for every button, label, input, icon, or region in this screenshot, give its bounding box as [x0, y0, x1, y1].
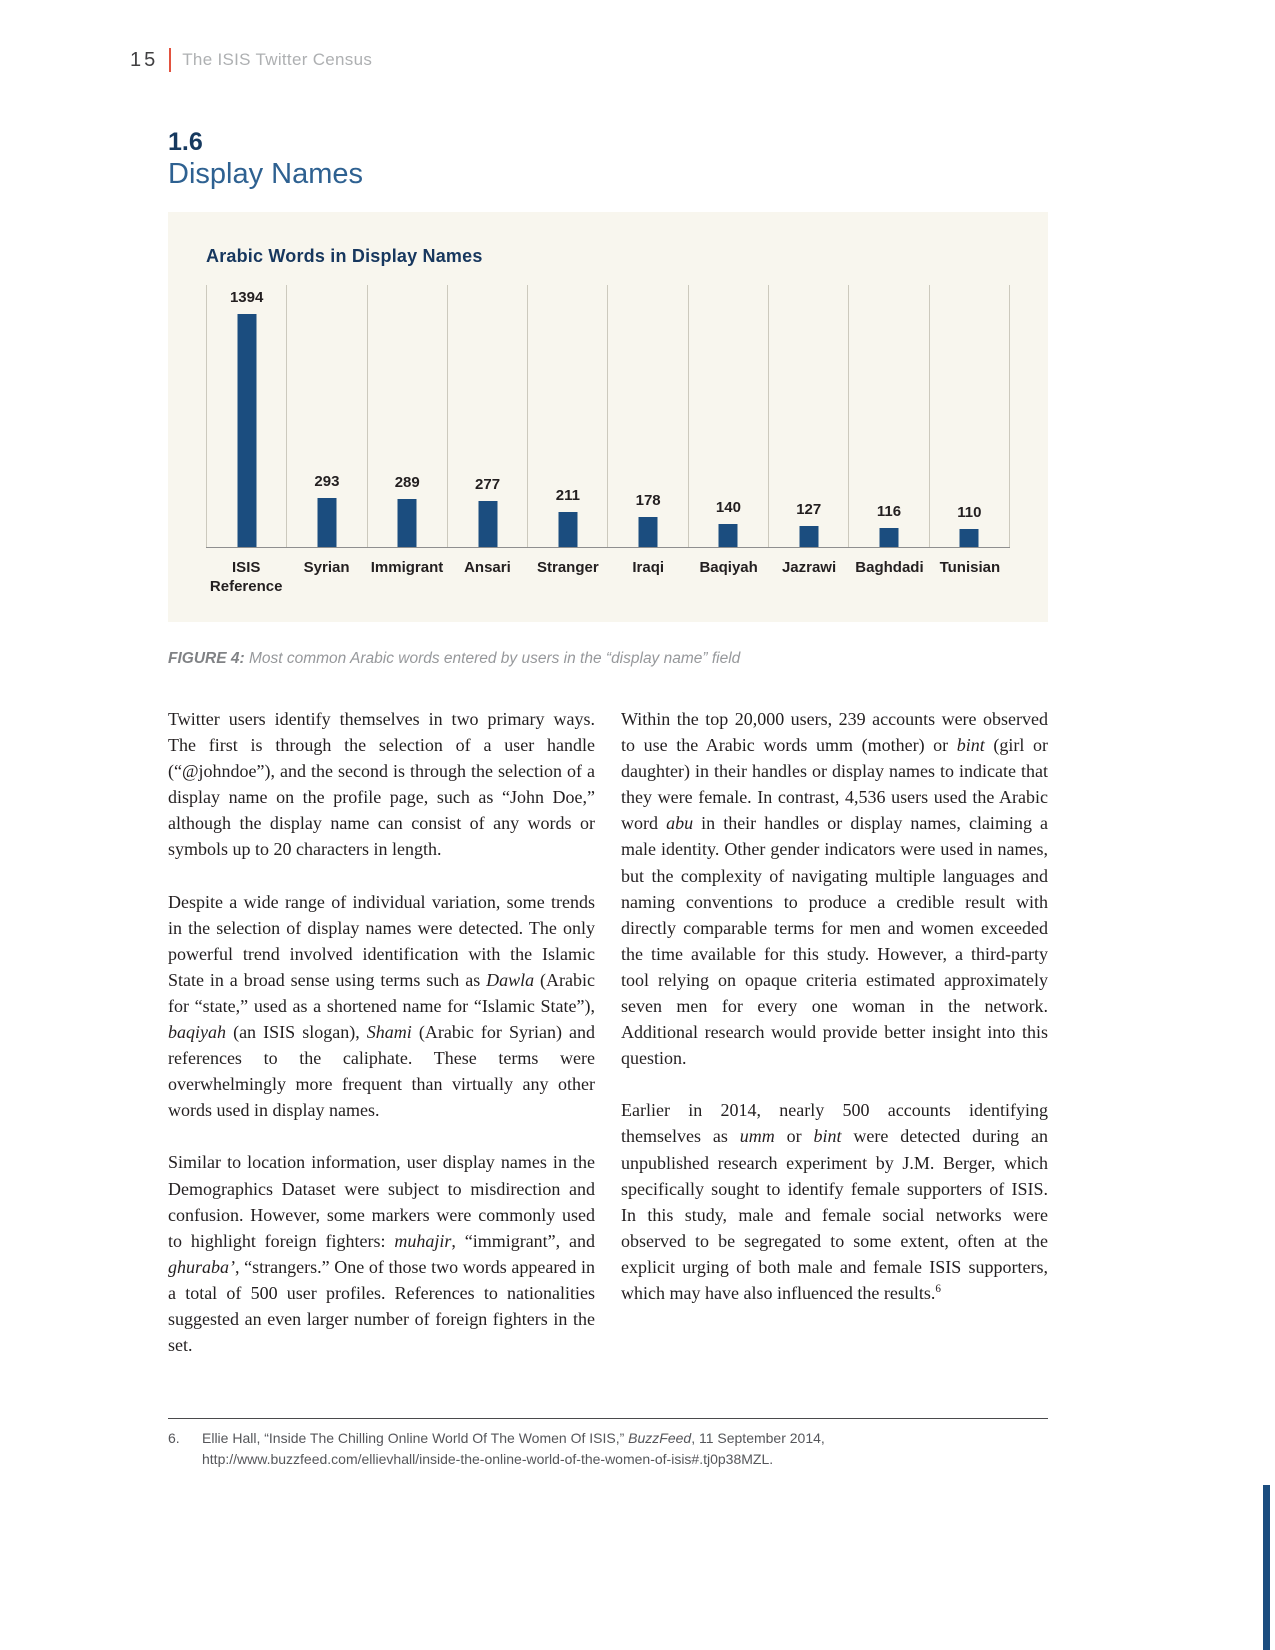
bar-isis-reference — [237, 314, 256, 547]
page-header — [130, 48, 372, 72]
chart-column-isis-reference — [206, 285, 286, 547]
italic-term: ghuraba’ — [168, 1256, 235, 1277]
bar-baghdadi — [880, 528, 899, 547]
category-label-syrian: Syrian — [303, 559, 350, 576]
text-run: Earlier in 2014, nearly 500 accounts identifying themselves as — [621, 1100, 1048, 1147]
category-label-tunisian: Tunisian — [939, 559, 1001, 576]
category-label-baqiyah: Baqiyah — [699, 559, 758, 576]
figure-caption-text: Most common Arabic words entered by users in the “display name” field — [244, 650, 741, 667]
bar-value-label-baqiyah: 140 — [715, 499, 741, 516]
chart-column-immigrant — [367, 285, 447, 547]
italic-term: bint — [813, 1126, 842, 1147]
italic-term: Shami — [366, 1022, 412, 1043]
page-edge-accent-bar — [1263, 1485, 1270, 1650]
body-paragraph — [621, 1097, 1048, 1306]
body-paragraph — [168, 889, 595, 1124]
left-column — [168, 706, 595, 1384]
category-label-baghdadi: Baghdadi — [855, 559, 924, 576]
bar-chart-plot-area — [206, 285, 1010, 548]
category-label-isis-reference: ISIS Reference — [209, 559, 283, 595]
bar-tunisian — [960, 529, 979, 547]
body-paragraph — [168, 1149, 595, 1358]
chart-column-jazrawi — [768, 285, 848, 547]
figure-4-chart-panel — [168, 212, 1048, 622]
bar-value-label-syrian: 293 — [314, 473, 340, 490]
section-title: Display Names — [168, 157, 363, 190]
text-run: , “strangers.” One of those two words appeared in a total of 500 user profiles. References to nationalities suggested an even larger number of foreign fighters in the set. — [168, 1256, 595, 1356]
text-run: Similar to location information, user display names in the Demographics Dataset were subject to misdirection and confusion. However, some markers were commonly used to highlight foreign fighters: — [168, 1152, 595, 1251]
text-run: (Arabic for Syrian) and references to the caliphate. These terms were overwhelmingly more frequent than virtually any other words used in display names. — [168, 1022, 596, 1121]
footnote-reference: 6 — [935, 1282, 941, 1295]
italic-term: Dawla — [486, 969, 535, 990]
figure-label: FIGURE 4: — [168, 650, 245, 667]
text-run: Despite a wide range of individual variation, some trends in the selection of display names were detected. The only powerful trend involved identification with the Islamic State in a broad sense using terms such as — [168, 891, 595, 990]
bar-value-label-isis-reference: 1394 — [229, 289, 264, 306]
text-run: (an ISIS slogan), — [226, 1022, 367, 1043]
text-run: , 11 September 2014, http://www.buzzfeed.com/ellievhall/inside-the-online-world-of-the-women-of-isis#.tj0p38MZL. — [202, 1430, 825, 1467]
right-column — [621, 706, 1048, 1384]
chart-column-iraqi — [607, 285, 687, 547]
bar-ansari — [478, 501, 497, 547]
footnote-text — [202, 1428, 1048, 1470]
bar-iraqi — [639, 517, 658, 547]
text-run: in their handles or display names, claiming a male identity. Other gender indicators were used in names, but the complexity of navigating multiple languages and naming conventions to produce a credible result with directly comparable terms for men and women exceeded the time available for this study. However, a third-party tool relying on opaque criteria estimated approximately seven men for every one woman in the network. Additional research would provide better insight into this question. — [621, 813, 1048, 1069]
chart-column-baghdadi — [848, 285, 928, 547]
bar-value-label-baghdadi: 116 — [876, 503, 902, 520]
header-divider — [169, 48, 171, 72]
bar-value-label-tunisian: 110 — [957, 504, 982, 521]
category-label-immigrant: Immigrant — [370, 559, 444, 576]
bar-stranger — [558, 512, 577, 547]
italic-term: baqiyah — [168, 1022, 226, 1043]
footnote-area — [168, 1418, 1048, 1470]
section-number: 1.6 — [168, 128, 203, 156]
bar-chart-category-labels — [206, 559, 1010, 597]
bar-value-label-ansari: 277 — [475, 476, 501, 493]
chart-column-stranger — [527, 285, 607, 547]
bar-syrian — [317, 498, 336, 547]
chart-title: Arabic Words in Display Names — [206, 246, 483, 266]
chart-column-tunisian — [929, 285, 1010, 547]
category-label-stranger: Stranger — [536, 559, 599, 576]
text-run: Ellie Hall, “Inside The Chilling Online World Of The Women Of ISIS,” — [202, 1430, 629, 1446]
footnote-rule — [168, 1418, 1048, 1419]
document-title: The ISIS Twitter Census — [182, 50, 373, 69]
italic-term: abu — [666, 813, 694, 834]
category-label-iraqi: Iraqi — [632, 559, 665, 576]
body-text — [168, 706, 1048, 1384]
italic-term: umm — [739, 1126, 775, 1147]
italic-term: BuzzFeed — [628, 1430, 692, 1446]
text-run: or — [774, 1126, 814, 1147]
chart-column-ansari — [447, 285, 527, 547]
bar-value-label-iraqi: 178 — [635, 492, 661, 509]
text-run: were detected during an unpublished research experiment by J.M. Berger, which specifically sought to identify female supporters of ISIS. In this study, male and female social networks were observed to be segregated to some extent, often at the explicit urging of both male and female ISIS supporters, which may have also influenced the results. — [621, 1126, 1048, 1303]
figure-caption — [168, 650, 1048, 668]
footnote — [168, 1428, 1048, 1470]
body-paragraph — [168, 706, 595, 863]
text-run: , “immigrant”, and — [451, 1230, 595, 1251]
bar-value-label-stranger: 211 — [555, 487, 580, 504]
section-heading — [168, 128, 363, 192]
category-label-jazrawi: Jazrawi — [781, 559, 837, 576]
category-label-ansari: Ansari — [464, 559, 511, 576]
bar-value-label-jazrawi: 127 — [796, 501, 822, 518]
bar-jazrawi — [799, 526, 818, 547]
italic-term: muhajir — [394, 1230, 452, 1251]
footnote-marker: 6. — [168, 1430, 180, 1446]
text-run: (girl or daughter) in their handles or display names to indicate that they were female. In contrast, 4,536 users used the Arabic word — [621, 735, 1049, 834]
text-run: Within the top 20,000 users, 239 accounts were observed to use the Arabic words umm (mother) or — [621, 709, 1048, 756]
chart-column-syrian — [286, 285, 366, 547]
bar-baqiyah — [719, 524, 738, 547]
italic-term: bint — [956, 735, 985, 756]
bar-value-label-immigrant: 289 — [394, 474, 420, 491]
body-paragraph — [621, 706, 1048, 1071]
text-run: Twitter users identify themselves in two primary ways. The first is through the selection of a user handle (“@johndoe”), and the second is through the selection of a display name on the profile page, such as “John Doe,” although the display name can consist of any words or symbols up to 20 characters in length. — [168, 709, 595, 860]
text-run: (Arabic for “state,” used as a shortened name for “Islamic State”), — [168, 969, 595, 1016]
page-number: 15 — [130, 48, 159, 71]
bar-immigrant — [398, 499, 417, 547]
chart-column-baqiyah — [688, 285, 768, 547]
